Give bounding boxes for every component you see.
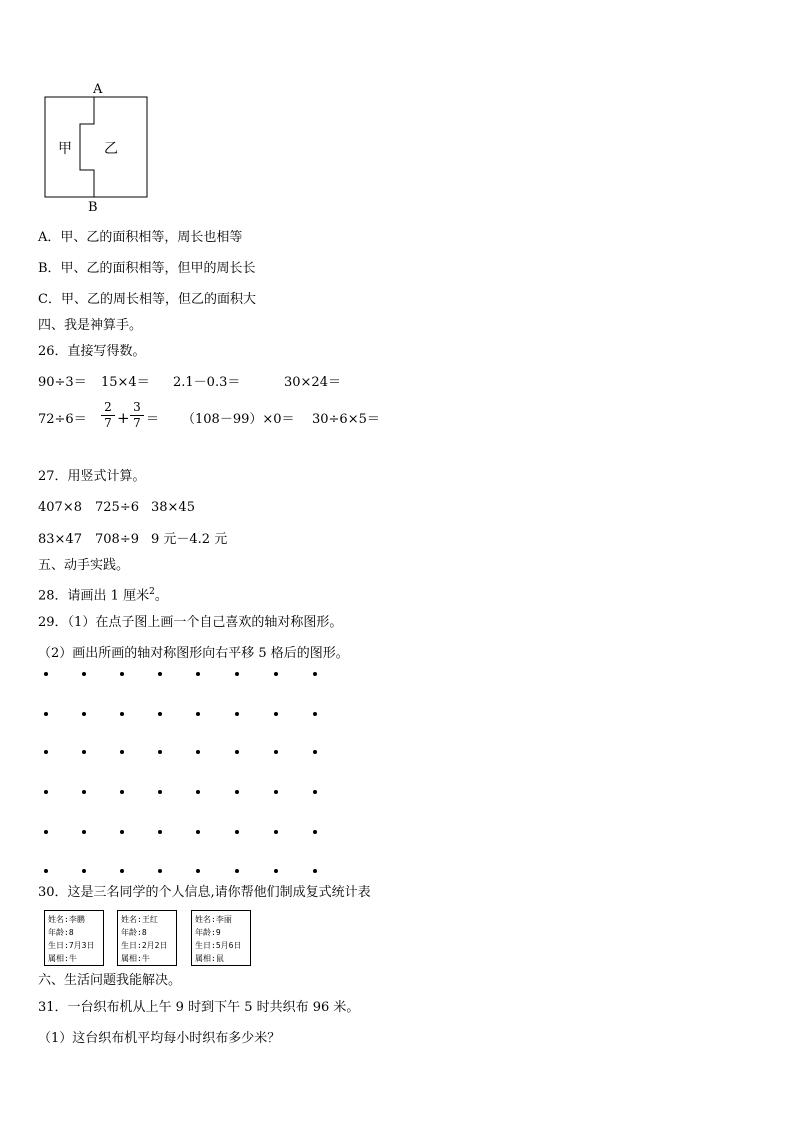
q27-item: 725÷6: [95, 500, 139, 515]
q27-item: 38×45: [151, 500, 195, 515]
q27-title: 27．用竖式计算。: [38, 469, 146, 484]
grid-dot: [82, 869, 86, 873]
grid-dot: [235, 830, 239, 834]
q26-item: 30÷6×5＝: [312, 412, 380, 427]
card-line: 姓名:李丽: [195, 915, 232, 924]
q28-end: 。: [154, 588, 168, 604]
grid-dot: [196, 712, 200, 716]
grid-dot: [313, 712, 317, 716]
info-card: [44, 910, 104, 966]
q31-title: 31．一台织布机从上午 9 时到下午 5 时共织布 96 米。: [38, 1000, 360, 1015]
figure-square-split: [40, 80, 155, 215]
option-b: B．甲、乙的面积相等，但甲的周长长: [38, 261, 256, 276]
q29-sub2: （2）画出所画的轴对称图形向右平移 5 格后的图形。: [38, 646, 349, 661]
fraction-denominator: 7: [104, 416, 112, 430]
grid-dot: [44, 750, 48, 754]
grid-dot: [313, 830, 317, 834]
grid-dot: [274, 750, 278, 754]
q28-sup: 2: [149, 587, 155, 597]
fraction-numerator: 2: [104, 400, 112, 414]
label-a: A: [93, 82, 103, 97]
option-c: C．甲、乙的周长相等，但乙的面积大: [38, 292, 256, 307]
grid-dot: [158, 790, 162, 794]
q26-item: 30×24＝: [284, 375, 341, 390]
info-card: [191, 910, 251, 966]
info-card: [117, 910, 177, 966]
grid-dot: [158, 672, 162, 676]
q26-title: 26．直接写得数。: [38, 344, 146, 359]
grid-dot: [82, 830, 86, 834]
card-line: 年龄:8: [48, 928, 74, 937]
grid-dot: [158, 712, 162, 716]
grid-dot: [158, 750, 162, 754]
q28-text: [38, 584, 168, 604]
card-line: 姓名:李鹏: [48, 915, 85, 924]
grid-dot: [158, 869, 162, 873]
grid-dot: [120, 672, 124, 676]
card-line: 属相:牛: [121, 954, 150, 963]
grid-dot: [44, 830, 48, 834]
fraction-3-7: [130, 401, 144, 430]
grid-dot: [313, 790, 317, 794]
label-b: B: [88, 200, 98, 215]
grid-dot: [313, 672, 317, 676]
grid-dot: [120, 869, 124, 873]
card-line: 生日:7月3日: [48, 941, 95, 950]
grid-dot: [235, 672, 239, 676]
q27-item: 407×8: [38, 500, 82, 515]
q26-item: （108－99）×0＝: [182, 412, 295, 427]
grid-dot: [120, 830, 124, 834]
grid-dot: [196, 750, 200, 754]
grid-dot: [44, 790, 48, 794]
grid-dot: [274, 790, 278, 794]
option-a: A．甲、乙的面积相等，周长也相等: [38, 230, 243, 245]
grid-dot: [313, 750, 317, 754]
grid-dot: [120, 750, 124, 754]
q27-item: 9 元－4.2 元: [151, 532, 228, 547]
card-line: 年龄:8: [121, 928, 147, 937]
grid-dot: [274, 672, 278, 676]
card-line: 姓名:王红: [121, 915, 158, 924]
grid-dot: [44, 869, 48, 873]
card-line: 年龄:9: [195, 928, 221, 937]
grid-dot: [235, 750, 239, 754]
grid-dot: [196, 869, 200, 873]
q31-sub1: （1）这台织布机平均每小时织布多少米？: [38, 1031, 281, 1046]
grid-dot: [82, 750, 86, 754]
grid-dot: [44, 712, 48, 716]
grid-dot: [196, 672, 200, 676]
grid-dot: [158, 830, 162, 834]
section-4-heading: 四、我是神算手。: [38, 318, 143, 333]
equals-sign: ＝: [146, 412, 160, 427]
q26-item: 72÷6＝: [38, 412, 87, 427]
grid-dot: [235, 712, 239, 716]
grid-dot: [235, 790, 239, 794]
q30-title: 30．这是三名同学的个人信息,请你帮他们制成复式统计表: [38, 885, 371, 900]
q27-item: 708÷9: [95, 532, 139, 547]
grid-dot: [274, 830, 278, 834]
grid-dot: [82, 790, 86, 794]
grid-dot: [44, 672, 48, 676]
grid-dot: [82, 672, 86, 676]
q26-item: 15×4＝: [101, 375, 150, 390]
card-line: 生日:2月2日: [121, 941, 168, 950]
q27-item: 83×47: [38, 532, 82, 547]
card-line: 属相:牛: [48, 954, 77, 963]
grid-dot: [196, 830, 200, 834]
card-line: 生日:5月6日: [195, 941, 242, 950]
q26-item: 2.1－0.3＝: [173, 375, 241, 390]
fraction-numerator: 3: [133, 400, 141, 414]
grid-dot: [120, 712, 124, 716]
plus-sign: +: [117, 409, 130, 427]
fraction-denominator: 7: [133, 416, 141, 430]
grid-dot: [274, 869, 278, 873]
region-jia: 甲: [58, 141, 72, 157]
q26-item: 90÷3＝: [38, 375, 87, 390]
region-yi: 乙: [104, 141, 118, 157]
q28-main: 28．请画出 1 厘米: [38, 588, 150, 604]
card-line: 属相:鼠: [195, 954, 224, 963]
grid-dot: [235, 869, 239, 873]
section-6-heading: 六、生活问题我能解决。: [38, 973, 182, 988]
grid-dot: [274, 712, 278, 716]
fraction-2-7: [101, 401, 115, 430]
grid-dot: [120, 790, 124, 794]
q29-title: 29．（1）在点子图上画一个自己喜欢的轴对称图形。: [38, 615, 343, 630]
grid-dot: [196, 790, 200, 794]
grid-dot: [82, 712, 86, 716]
grid-dot: [313, 869, 317, 873]
section-5-heading: 五、动手实践。: [38, 558, 130, 573]
